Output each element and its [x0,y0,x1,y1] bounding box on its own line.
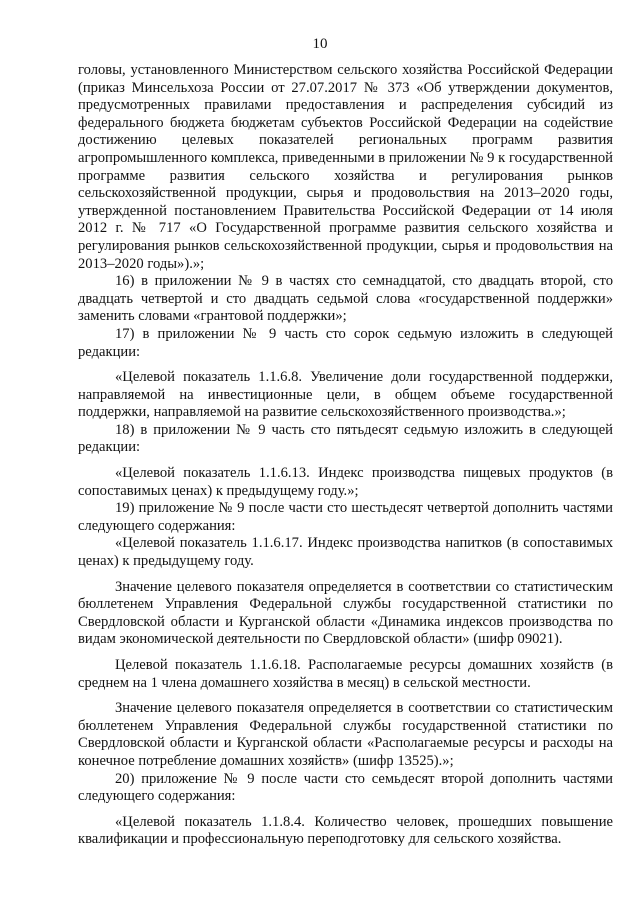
document-body [78,62,613,849]
paragraph-item-17: 17) в приложении № 9 часть сто сорок седьмую изложить в следующей редакции: [78,325,613,360]
paragraph-item-19: 19) приложение № 9 после части сто шестьдесят четвертой дополнить частями следующего содержания: [78,500,613,534]
paragraph-indicator-value-13525: Значение целевого показателя определяется в соответствии со статистическим бюллетенем Управления Федеральной службы государственной статистики по Свердловской области и Курганской области «Располагаемые ресурсы и расходы на конечное потребление домашних хозяйств» (шифр 13525).»; [78,700,613,769]
paragraph-item-20: 20) приложение № 9 после части сто семьдесят второй дополнить частями следующего содержания: [78,770,613,805]
page-number: 10 [312,36,328,52]
paragraph-item-16: 16) в приложении № 9 в частях сто семнадцатой, сто двадцать второй, сто двадцать четвертой и сто двадцать седьмой слова «государственной поддержки» заменить словами «грантовой поддержки»; [78,273,613,325]
paragraph-quote-indicator-1-1-8-4: «Целевой показатель 1.1.8.4. Количество человек, прошедших повышение квалификации и профессиональную переподготовку для сельского хозяйства. [78,813,613,848]
paragraph-quote-indicator-1-1-6-8: «Целевой показатель 1.1.6.8. Увеличение доли государственной поддержки, направляемой на инвестиционные цели, в общем объеме государственной поддержки, направляемой на развитие сельскохозяйственного производства.»; [78,369,613,421]
paragraph-continuation: головы, установленного Министерством сельского хозяйства Российской Федерации (приказ Минсельхоза России от 27.07.2017 № 373 «Об утверждении документов, предусмотренных правилами предоставления и распределения субсидий из федерального бюджета бюджетам субъектов Российской Федерации на содействие достижению целевых показателей региональных программ развития агропромышленного комплекса, приведенными в приложении № 9 к государственной программе развития сельского хозяйства и регулирования рынков сельскохозяйственной продукции, сырья и продовольствия на 2013–2020 годы, утвержденной постановлением Правительства Российской Федерации от 14 июля 2012 г. № 717 «О Государственной программе развития сельского хозяйства и регулирования рынков сельскохозяйственной продукции, сырья и продовольствия на 2013–2020 годы»).»; [78,62,613,272]
paragraph-quote-indicator-1-1-6-17: «Целевой показатель 1.1.6.17. Индекс производства напитков (в сопоставимых ценах) к предыдущему году. [78,535,613,570]
paragraph-indicator-1-1-6-18: Целевой показатель 1.1.6.18. Располагаемые ресурсы домашних хозяйств (в среднем на 1 члена домашнего хозяйства в месяц) в сельской местности. [78,657,613,691]
paragraph-item-18: 18) в приложении № 9 часть сто пятьдесят седьмую изложить в следующей редакции: [78,421,613,456]
paragraph-quote-indicator-1-1-6-13: «Целевой показатель 1.1.6.13. Индекс производства пищевых продуктов (в сопоставимых ценах) к предыдущему году.»; [78,465,613,499]
paragraph-indicator-value-09021: Значение целевого показателя определяется в соответствии со статистическим бюллетенем Управления Федеральной службы государственной статистики по Свердловской области и Курганской области «Динамика индексов производства по видам экономической деятельности по Свердловской области» (шифр 09021). [78,578,613,648]
